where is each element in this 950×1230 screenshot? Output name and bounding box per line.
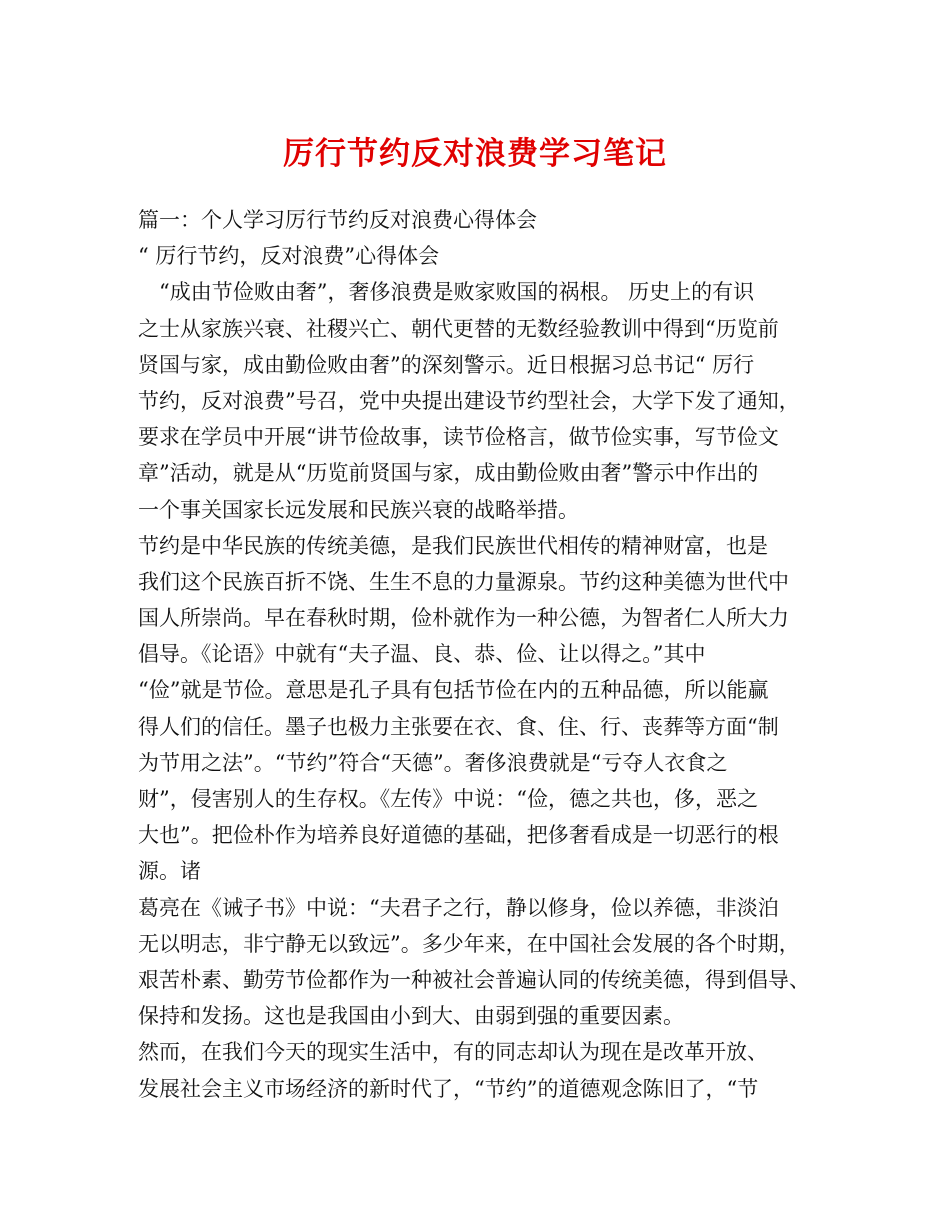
text-line: 节约，反对浪费”号召，党中央提出建设节约型社会，大学下发了通知， xyxy=(138,388,800,413)
text-line: 倡导。《论语》中就有“夫子温、良、恭、俭、让以得之。”其中 xyxy=(138,642,706,667)
text-line: 一个事关国家长远发展和民族兴衰的战略举措。 xyxy=(138,497,579,522)
text-line: 大也”。把俭朴作为培养良好道德的基础，把侈奢看成是一切恶行的根 xyxy=(138,823,779,848)
text-line: 无以明志，非宁静无以致远”。多少年来，在中国社会发展的各个时期， xyxy=(138,931,800,956)
text-line: 贤国与家，成由勤俭败由奢”的深刻警示。近日根据习总书记“ 厉行 xyxy=(138,352,755,377)
text-line: 保持和发扬。这也是我国由小到大、由弱到强的重要因素。 xyxy=(138,1004,684,1029)
page-title: 厉行节约反对浪费学习笔记 xyxy=(283,136,667,172)
text-line: 然而，在我们今天的现实生活中，有的同志却认为现在是改革开放、 xyxy=(138,1040,768,1065)
text-line: 我们这个民族百折不饶、生生不息的力量源泉。节约这种美德为世代中 xyxy=(138,569,789,594)
text-line: 要求在学员中开展“讲节俭故事，读节俭格言，做节俭实事，写节俭文 xyxy=(138,425,779,450)
text-line-subheading: “ 厉行节约，反对浪费”心得体会 xyxy=(138,244,440,269)
text-line: 源。诸 xyxy=(138,859,201,884)
document-body xyxy=(138,202,838,1107)
text-line: 章”活动，就是从“历览前贤国与家，成由勤俭败由奢”警示中作出的 xyxy=(138,461,759,486)
text-line: 财”，侵害别人的生存权。《左传》中说：“俭，德之共也，侈，恶之 xyxy=(138,787,758,811)
text-line: “成由节俭败由奢”，奢侈浪费是败家败国的祸根。 历史上的有识 xyxy=(138,280,755,305)
text-line: “俭”就是节俭。意思是孔子具有包括节俭在内的五种品德，所以能赢 xyxy=(138,678,769,703)
text-line-section-heading: 篇一：个人学习厉行节约反对浪费心得体会 xyxy=(138,208,537,232)
text-line: 之士从家族兴衰、社稷兴亡、朝代更替的无数经验教训中得到“历览前 xyxy=(138,316,779,341)
text-line: 葛亮在《诫子书》中说：“夫君子之行，静以修身，俭以养德，非淡泊 xyxy=(138,895,779,920)
text-line: 艰苦朴素、勤劳节俭都作为一种被社会普遍认同的传统美德，得到倡导、 xyxy=(138,967,810,992)
text-line: 发展社会主义市场经济的新时代了，“节约”的道德观念陈旧了，“节 xyxy=(138,1076,759,1101)
text-line: 节约是中华民族的传统美德，是我们民族世代相传的精神财富，也是 xyxy=(138,533,768,558)
text-line: 得人们的信任。墨子也极力主张要在衣、食、住、行、丧葬等方面“制 xyxy=(138,714,779,739)
text-line: 为节用之法”。“节约”符合“天德”。奢侈浪费就是“亏夺人衣食之 xyxy=(138,750,728,775)
text-line: 国人所崇尚。早在春秋时期，俭朴就作为一种公德，为智者仁人所大力 xyxy=(138,606,789,631)
